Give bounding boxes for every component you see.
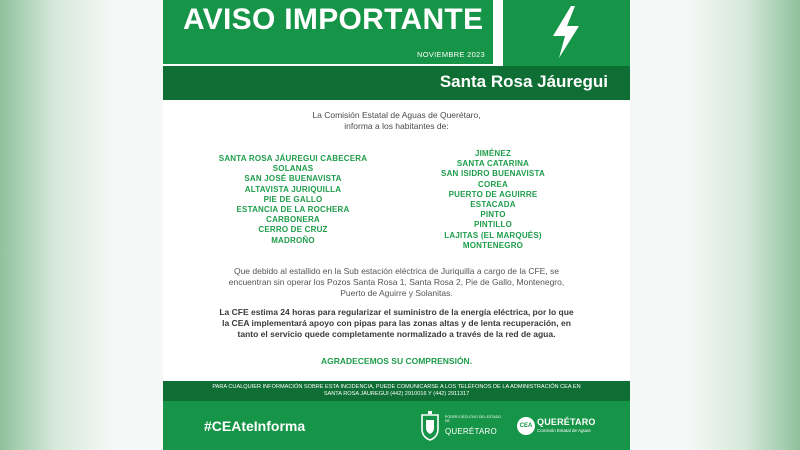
date-bar [163,46,493,64]
contact-line: PARA CUALQUIER INFORMACIÓN SOBRE ESTA INCIDENCIA, PUEDE COMUNICARSE A LOS TELÉFONOS DE LA ADMINISTRACIÓN CEA EN [212,384,581,390]
paragraph-line: La CFE estima 24 horas para regularizar el suministro de la energía eléctrica, por lo que [219,307,574,317]
cea-subtitle: Comisión Estatal de Aguas [537,428,591,433]
footer [163,401,630,450]
notice-date: NOVIEMBRE 2023 [417,50,485,59]
coat-of-arms-icon [419,411,441,441]
cea-name: QUERÉTARO [537,417,596,427]
paragraph-line: la CEA implementará apoyo con pipas para las zonas altas y de lenta recuperación, en [222,318,571,328]
locality: SANTA ROSA JÁUREGUI CABECERA [218,154,368,163]
locality: SAN JOSÉ BUENAVISTA [244,174,342,184]
locality: MADROÑO [271,235,315,245]
outage-cause-text [203,266,590,299]
locality: SAN ISIDRO BUENAVISTA [441,169,545,179]
queretaro-government-logo [419,411,499,441]
notice-poster [163,0,630,450]
cea-mark-icon: CEA [517,417,535,435]
locality: CERRO DE CRUZ [258,225,328,235]
locality: LAJITAS (EL MARQUÉS) [444,230,542,240]
lightning-bolt-icon [503,0,630,66]
contact-note [163,384,630,398]
header [163,0,630,100]
locality: ESTACADA [470,200,516,210]
notice-title: AVISO IMPORTANTE [183,3,484,36]
locality: ALTAVISTA JURIQUILLA [244,184,342,194]
government-name: QUERÉTARO [445,427,497,436]
localities-right [403,149,583,251]
paragraph-line: Puerto de Aguirre y Solanitas. [340,288,453,298]
locality: SANTA CATARINA [456,159,530,169]
locality: CARBONERA [266,215,320,225]
thanks-text: AGRADECEMOS SU COMPRENSIÓN. [320,356,473,366]
restoration-text [195,307,598,340]
locality: SOLANAS [272,164,314,174]
location-bar [163,66,630,100]
paragraph-line: encuentran sin operar los Pozos Santa Rosa 1, Santa Rosa 2, Pie de Gallo, Montenegro, [228,277,565,287]
contact-line: SANTA ROSA JÁUREGUI (442) 2910016 Y (442) 2911317 [323,391,470,397]
paragraph-line: Que debido al estallido en la Sub estación eléctrica de Juriquilla a cargo de la CFE, se [233,266,560,276]
localities-left [183,154,403,246]
locality: MONTENEGRO [462,240,524,250]
locality: PINTO [480,210,506,220]
cea-logo [517,416,617,440]
government-label: PODER EJECUTIVO DEL ESTADO DE [445,415,501,423]
paragraph-line: tanto el servicio quede completamente normalizado a través de la red de agua. [237,329,556,339]
locality: JIMÉNEZ [474,149,512,158]
locality: PIE DE GALLO [263,194,323,204]
intro-line: informa a los habitantes de: [344,121,449,131]
locality: COREA [478,179,508,189]
contact-bar [163,381,630,401]
hashtag: #CEAteInforma [204,418,306,434]
intro-text [163,110,630,132]
locality: PUERTO DE AGUIRRE [448,189,538,199]
intro-line: La Comisión Estatal de Aguas de Querétaro, [312,110,481,120]
title-bar [163,0,493,46]
location-title: Santa Rosa Jáuregui [439,72,608,91]
locality: ESTANCIA DE LA ROCHERA [236,205,350,215]
locality: PINTILLO [473,220,513,230]
